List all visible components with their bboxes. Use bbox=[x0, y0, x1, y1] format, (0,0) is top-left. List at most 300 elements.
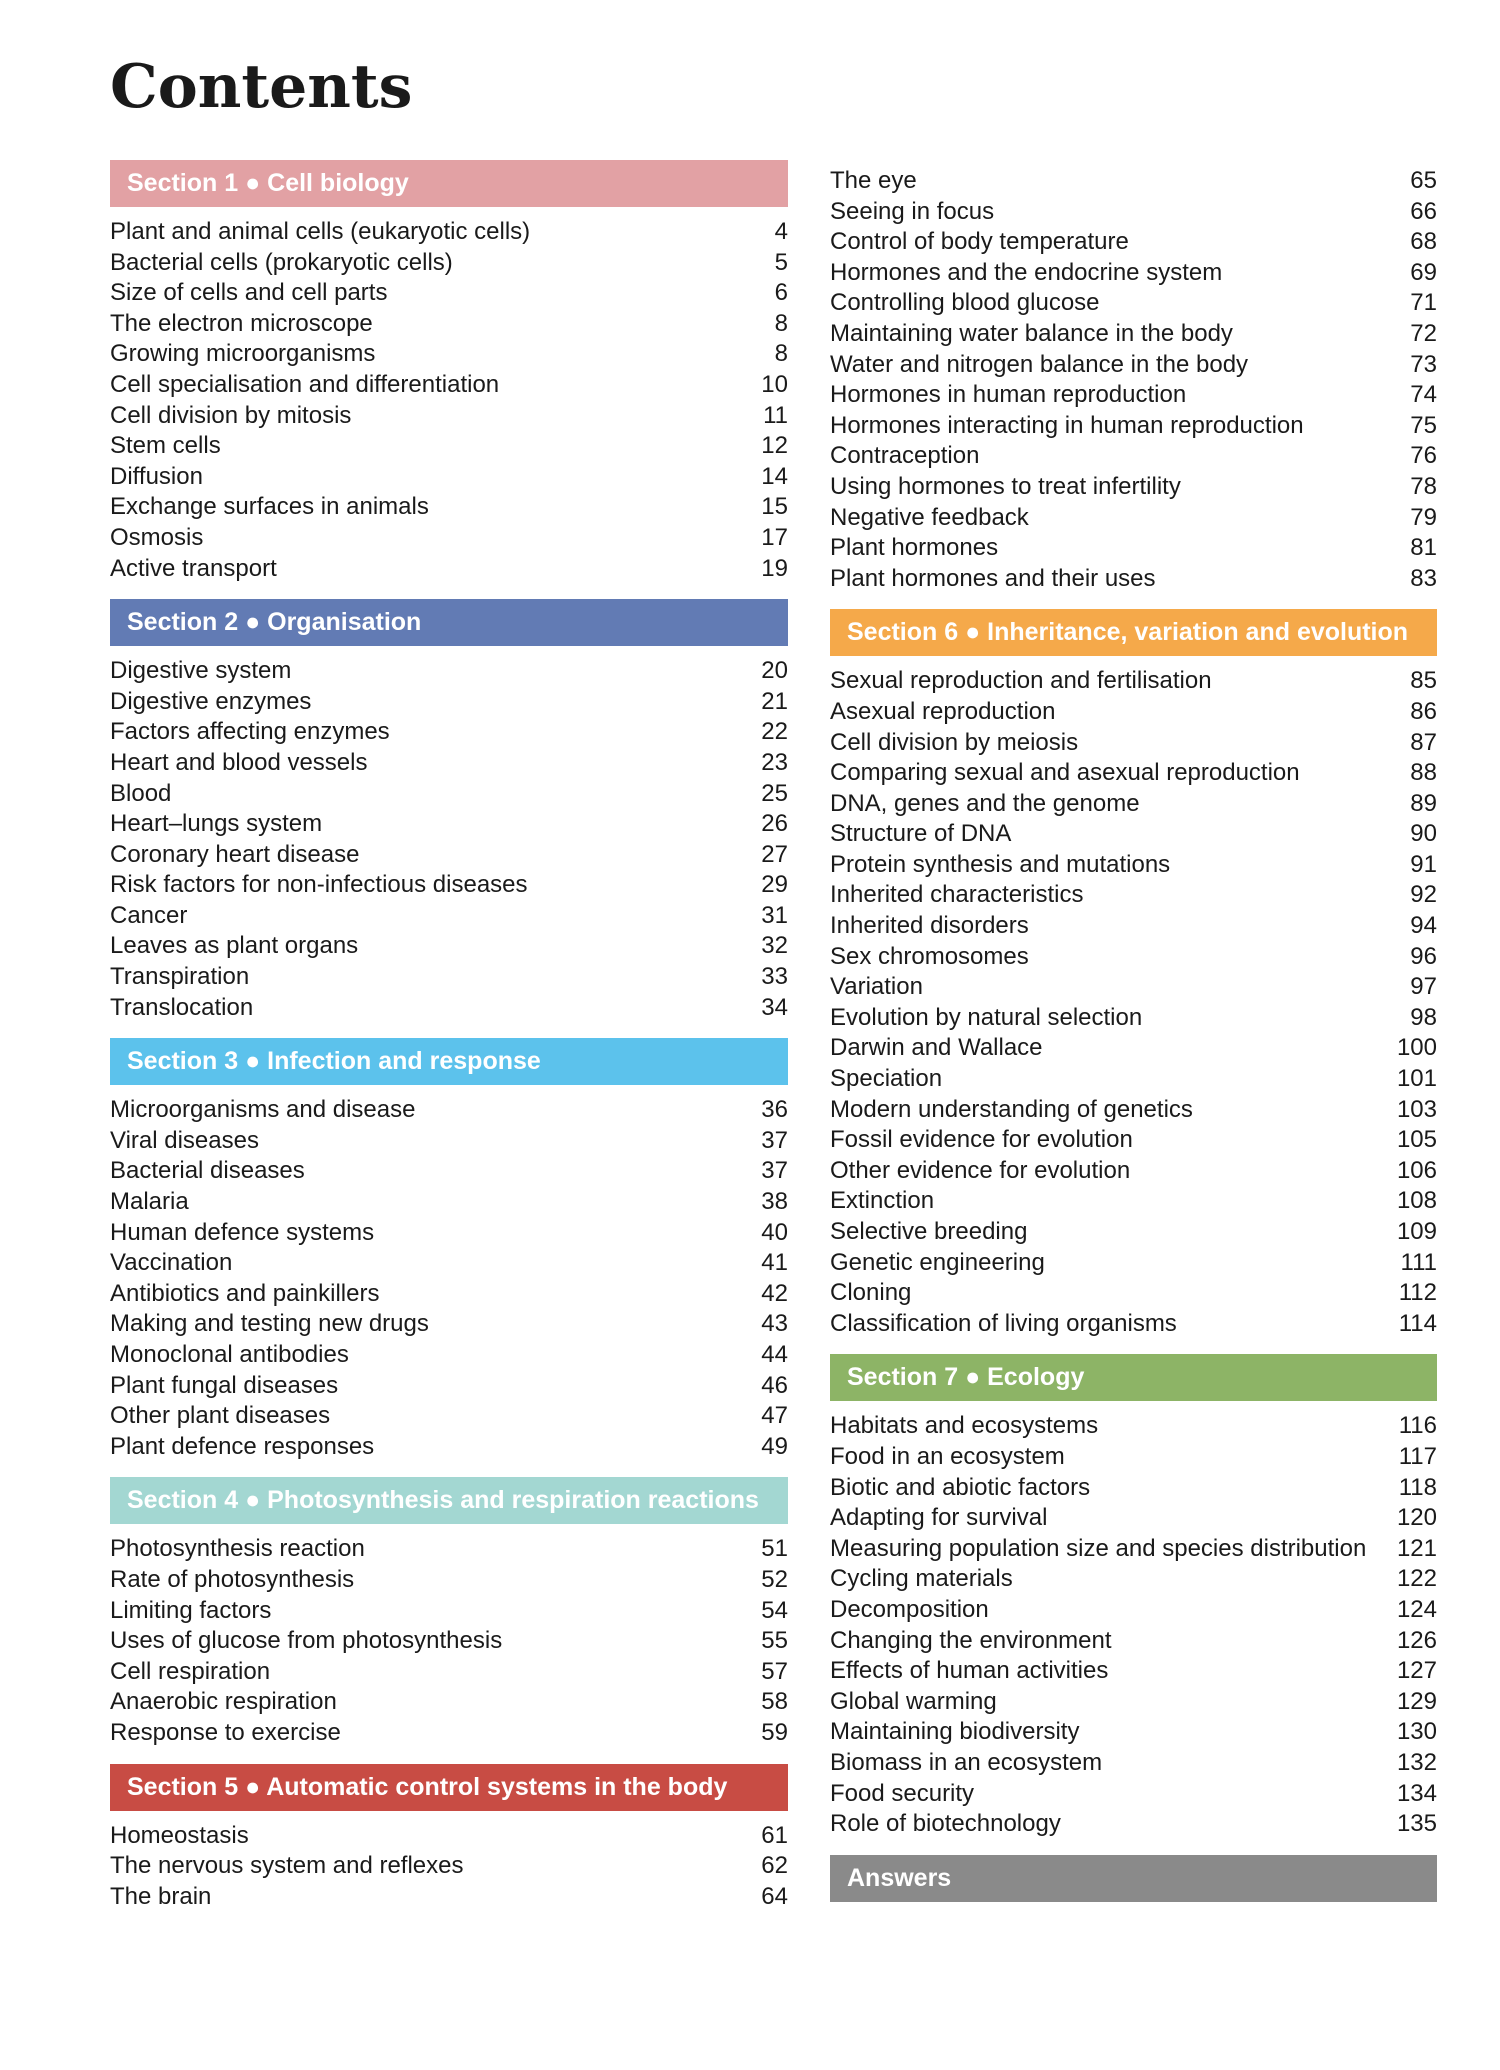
entry-page-number: 103 bbox=[1396, 1095, 1437, 1123]
entry-title: Transpiration bbox=[110, 963, 250, 991]
section-header-section-4-photosynthesis-and-respiration-reactions[interactable]: Section 4 ● Photosynthesis and respiration reactions bbox=[110, 1477, 788, 1524]
entry-page-number: 124 bbox=[1396, 1595, 1437, 1623]
toc-entry-measuring-population-size-and-species-distribution[interactable] bbox=[830, 1534, 1437, 1565]
entry-title: Plant hormones bbox=[830, 534, 999, 562]
entry-page-number: 6 bbox=[774, 279, 788, 307]
toc-entry-microorganisms-and-disease[interactable] bbox=[110, 1095, 788, 1126]
entry-list bbox=[110, 217, 788, 584]
toc-entry-uses-of-glucose-from-photosynthesis[interactable] bbox=[110, 1626, 788, 1657]
toc-entry-cell-respiration[interactable] bbox=[110, 1657, 788, 1688]
toc-entry-biotic-and-abiotic-factors[interactable] bbox=[830, 1473, 1437, 1504]
toc-entry-maintaining-water-balance-in-the-body[interactable] bbox=[830, 319, 1437, 350]
entry-page-number: 69 bbox=[1410, 258, 1437, 286]
entry-page-number: 118 bbox=[1398, 1473, 1437, 1501]
toc-entry-adapting-for-survival[interactable] bbox=[830, 1503, 1437, 1534]
entry-title: Blood bbox=[110, 779, 172, 807]
entry-title: Plant hormones and their uses bbox=[830, 564, 1156, 592]
entry-title: Bacterial diseases bbox=[110, 1157, 305, 1185]
entry-title: Biomass in an ecosystem bbox=[830, 1748, 1103, 1776]
toc-entry-the-brain[interactable] bbox=[110, 1882, 788, 1913]
toc-entry-transpiration[interactable] bbox=[110, 962, 788, 993]
toc-entry-making-and-testing-new-drugs[interactable] bbox=[110, 1309, 788, 1340]
entry-page-number: 72 bbox=[1410, 319, 1437, 347]
entry-page-number: 109 bbox=[1396, 1218, 1437, 1245]
entry-page-number: 40 bbox=[761, 1218, 788, 1246]
entry-page-number: 74 bbox=[1410, 381, 1437, 409]
entry-page-number: 34 bbox=[761, 993, 788, 1021]
toc-entry-plant-fungal-diseases[interactable] bbox=[110, 1371, 788, 1402]
entry-title: Response to exercise bbox=[110, 1718, 341, 1746]
entry-page-number: 135 bbox=[1396, 1810, 1437, 1838]
entry-title: Monoclonal antibodies bbox=[110, 1341, 349, 1368]
entry-title: Comparing sexual and asexual reproduction bbox=[830, 759, 1300, 787]
toc-entry-extinction[interactable] bbox=[830, 1186, 1437, 1217]
entry-page-number: 100 bbox=[1396, 1034, 1437, 1062]
entry-title: Darwin and Wallace bbox=[830, 1034, 1043, 1062]
entry-page-number: 134 bbox=[1396, 1779, 1437, 1807]
entry-title: Protein synthesis and mutations bbox=[830, 850, 1171, 878]
entry-title: Modern understanding of genetics bbox=[830, 1095, 1193, 1123]
entry-title: Anaerobic respiration bbox=[110, 1688, 337, 1716]
toc-entry-maintaining-biodiversity[interactable] bbox=[830, 1717, 1437, 1748]
toc-entry-exchange-surfaces-in-animals[interactable] bbox=[110, 492, 788, 523]
toc-entry-sexual-reproduction-and-fertilisation[interactable] bbox=[830, 666, 1437, 697]
toc-entry-bacterial-diseases[interactable] bbox=[110, 1156, 788, 1187]
entry-title: Cell division by mitosis bbox=[110, 401, 352, 429]
entry-title: Controlling blood glucose bbox=[830, 289, 1100, 317]
entry-title: Decomposition bbox=[830, 1595, 989, 1623]
entry-page-number: 71 bbox=[1410, 289, 1437, 317]
entry-page-number: 64 bbox=[761, 1882, 788, 1910]
toc-entry-contraception[interactable] bbox=[830, 441, 1437, 472]
toc-entry-limiting-factors[interactable] bbox=[110, 1596, 788, 1627]
entry-page-number: 27 bbox=[761, 840, 788, 868]
entry-title: The electron microscope bbox=[110, 309, 373, 337]
toc-entry-the-eye[interactable] bbox=[830, 166, 1437, 197]
entry-page-number: 105 bbox=[1396, 1126, 1437, 1154]
toc-entry-habitats-and-ecosystems[interactable] bbox=[830, 1411, 1437, 1442]
toc-entry-digestive-system[interactable] bbox=[110, 656, 788, 687]
toc-entry-heart-and-blood-vessels[interactable] bbox=[110, 748, 788, 779]
toc-entry-malaria[interactable] bbox=[110, 1187, 788, 1218]
entry-page-number: 36 bbox=[761, 1096, 788, 1124]
toc-entry-photosynthesis-reaction[interactable] bbox=[110, 1534, 788, 1565]
entry-title: Vaccination bbox=[110, 1249, 233, 1277]
toc-entry-variation[interactable] bbox=[830, 972, 1437, 1003]
entry-page-number: 37 bbox=[761, 1126, 788, 1154]
entry-title: Other evidence for evolution bbox=[830, 1156, 1131, 1184]
section-header-section-2-organisation[interactable]: Section 2 ● Organisation bbox=[110, 599, 788, 646]
toc-entry-monoclonal-antibodies[interactable] bbox=[110, 1340, 788, 1371]
entry-page-number: 21 bbox=[761, 687, 788, 715]
entry-page-number: 52 bbox=[761, 1565, 788, 1593]
entry-page-number: 20 bbox=[761, 657, 788, 685]
entry-title: Photosynthesis reaction bbox=[110, 1535, 365, 1563]
toc-entry-heart-lungs-system[interactable] bbox=[110, 809, 788, 840]
toc-entry-factors-affecting-enzymes[interactable] bbox=[110, 717, 788, 748]
toc-entry-modern-understanding-of-genetics[interactable] bbox=[830, 1095, 1437, 1126]
entry-page-number: 59 bbox=[761, 1718, 788, 1746]
entry-title: Maintaining biodiversity bbox=[830, 1718, 1080, 1746]
toc-entry-biomass-in-an-ecosystem[interactable] bbox=[830, 1748, 1437, 1779]
entry-title: Maintaining water balance in the body bbox=[830, 319, 1233, 347]
toc-entry-protein-synthesis-and-mutations[interactable] bbox=[830, 850, 1437, 881]
toc-entry-antibiotics-and-painkillers[interactable] bbox=[110, 1279, 788, 1310]
toc-entry-translocation[interactable] bbox=[110, 993, 788, 1024]
toc-entry-cycling-materials[interactable] bbox=[830, 1564, 1437, 1595]
toc-entry-control-of-body-temperature[interactable] bbox=[830, 227, 1437, 258]
entry-page-number: 43 bbox=[761, 1310, 788, 1338]
entry-page-number: 5 bbox=[774, 248, 788, 276]
section-header-section-6-inheritance-variation-and-evolution[interactable]: Section 6 ● Inheritance, variation and evolution bbox=[830, 609, 1437, 656]
entry-title: Using hormones to treat infertility bbox=[830, 472, 1181, 500]
toc-entry-using-hormones-to-treat-infertility[interactable] bbox=[830, 472, 1437, 503]
entry-page-number: 26 bbox=[761, 810, 788, 838]
entry-page-number: 94 bbox=[1410, 912, 1437, 940]
entry-title: Stem cells bbox=[110, 432, 221, 460]
entry-page-number: 112 bbox=[1398, 1279, 1437, 1307]
entry-title: Digestive enzymes bbox=[110, 687, 312, 715]
entry-title: Hormones interacting in human reproduction bbox=[830, 411, 1304, 439]
entry-title: Microorganisms and disease bbox=[110, 1096, 416, 1124]
toc-entry-global-warming[interactable] bbox=[830, 1687, 1437, 1718]
toc-entry-role-of-biotechnology[interactable] bbox=[830, 1809, 1437, 1840]
toc-entry-cloning[interactable] bbox=[830, 1278, 1437, 1309]
entry-list bbox=[110, 1821, 788, 1913]
toc-entry-negative-feedback[interactable] bbox=[830, 503, 1437, 534]
entry-page-number: 121 bbox=[1396, 1534, 1437, 1562]
entry-page-number: 17 bbox=[761, 523, 788, 551]
entry-page-number: 41 bbox=[761, 1249, 788, 1277]
toc-entry-hormones-in-human-reproduction[interactable] bbox=[830, 380, 1437, 411]
entry-page-number: 8 bbox=[774, 340, 788, 368]
entry-title: Food security bbox=[830, 1779, 975, 1807]
toc-entry-homeostasis[interactable] bbox=[110, 1821, 788, 1852]
entry-title: Plant fungal diseases bbox=[110, 1371, 339, 1399]
entry-title: Changing the environment bbox=[830, 1626, 1112, 1654]
entry-page-number: 12 bbox=[761, 432, 788, 460]
entry-title: Cell specialisation and differentiation bbox=[110, 370, 500, 398]
toc-entry-coronary-heart-disease[interactable] bbox=[110, 840, 788, 871]
toc-entry-leaves-as-plant-organs[interactable] bbox=[110, 931, 788, 962]
entry-title: Sexual reproduction and fertilisation bbox=[830, 667, 1212, 695]
entry-title: Homeostasis bbox=[110, 1821, 249, 1849]
entry-title: Antibiotics and painkillers bbox=[110, 1279, 380, 1307]
toc-entry-inherited-characteristics[interactable] bbox=[830, 880, 1437, 911]
entry-page-number: 31 bbox=[761, 901, 788, 929]
toc-entry-effects-of-human-activities[interactable] bbox=[830, 1656, 1437, 1687]
toc-entry-vaccination[interactable] bbox=[110, 1248, 788, 1279]
toc-entry-stem-cells[interactable] bbox=[110, 431, 788, 462]
toc-entry-digestive-enzymes[interactable] bbox=[110, 687, 788, 718]
toc-entry-anaerobic-respiration[interactable] bbox=[110, 1687, 788, 1718]
toc-entry-risk-factors-for-non-infectious-diseases[interactable] bbox=[110, 870, 788, 901]
entry-page-number: 85 bbox=[1410, 667, 1437, 695]
entry-title: Hormones in human reproduction bbox=[830, 381, 1187, 409]
toc-entry-asexual-reproduction[interactable] bbox=[830, 697, 1437, 728]
toc-entry-plant-and-animal-cells-eukaryotic-cells[interactable] bbox=[110, 217, 788, 248]
entry-title: Plant defence responses bbox=[110, 1432, 375, 1460]
entry-title: Inherited characteristics bbox=[830, 881, 1084, 909]
entry-page-number: 101 bbox=[1396, 1065, 1437, 1093]
entry-title: Translocation bbox=[110, 993, 254, 1021]
entry-page-number: 78 bbox=[1410, 472, 1437, 500]
entry-page-number: 57 bbox=[761, 1657, 788, 1685]
entry-page-number: 37 bbox=[761, 1157, 788, 1185]
toc-entry-size-of-cells-and-cell-parts[interactable] bbox=[110, 278, 788, 309]
entry-page-number: 122 bbox=[1396, 1565, 1437, 1593]
entry-title: Heart–lungs system bbox=[110, 810, 323, 838]
entry-page-number: 51 bbox=[761, 1535, 788, 1563]
entry-title: Cell respiration bbox=[110, 1657, 271, 1685]
section-header-section-3-infection-and-response[interactable]: Section 3 ● Infection and response bbox=[110, 1038, 788, 1085]
entry-title: Limiting factors bbox=[110, 1596, 272, 1624]
entry-title: The nervous system and reflexes bbox=[110, 1852, 464, 1880]
entry-title: Cloning bbox=[830, 1279, 912, 1307]
toc-entry-food-in-an-ecosystem[interactable] bbox=[830, 1442, 1437, 1473]
entry-list bbox=[830, 166, 1437, 594]
entry-title: Digestive system bbox=[110, 657, 292, 685]
toc-entry-dna-genes-and-the-genome[interactable] bbox=[830, 789, 1437, 820]
entry-page-number: 111 bbox=[1400, 1248, 1437, 1276]
entry-page-number: 62 bbox=[761, 1852, 788, 1880]
toc-entry-the-electron-microscope[interactable] bbox=[110, 309, 788, 340]
entry-page-number: 42 bbox=[761, 1279, 788, 1307]
entry-title: Inherited disorders bbox=[830, 912, 1029, 940]
entry-title: Evolution by natural selection bbox=[830, 1003, 1143, 1031]
entry-page-number: 108 bbox=[1396, 1187, 1437, 1215]
entry-title: Contraception bbox=[830, 442, 980, 470]
toc-entry-hormones-and-the-endocrine-system[interactable] bbox=[830, 258, 1437, 289]
entry-title: Cancer bbox=[110, 901, 188, 929]
toc-entry-viral-diseases[interactable] bbox=[110, 1126, 788, 1157]
entry-title: Heart and blood vessels bbox=[110, 748, 368, 776]
toc-entry-seeing-in-focus[interactable] bbox=[830, 197, 1437, 228]
toc-entry-fossil-evidence-for-evolution[interactable] bbox=[830, 1125, 1437, 1156]
entry-page-number: 25 bbox=[761, 779, 788, 807]
entry-page-number: 132 bbox=[1396, 1748, 1437, 1776]
entry-title: Factors affecting enzymes bbox=[110, 718, 390, 746]
entry-title: Malaria bbox=[110, 1188, 189, 1216]
entry-list bbox=[110, 656, 788, 1023]
entry-page-number: 4 bbox=[774, 218, 788, 245]
entry-page-number: 29 bbox=[761, 871, 788, 899]
entry-title: Osmosis bbox=[110, 523, 204, 551]
toc-entry-cell-specialisation-and-differentiation[interactable] bbox=[110, 370, 788, 401]
entry-page-number: 126 bbox=[1396, 1626, 1437, 1654]
entry-page-number: 10 bbox=[761, 370, 788, 398]
entry-title: Role of biotechnology bbox=[830, 1810, 1061, 1838]
toc-entry-diffusion[interactable] bbox=[110, 462, 788, 493]
entry-page-number: 89 bbox=[1410, 789, 1437, 817]
toc-entry-water-and-nitrogen-balance-in-the-body[interactable] bbox=[830, 350, 1437, 381]
entry-page-number: 87 bbox=[1410, 728, 1437, 756]
entry-title: Structure of DNA bbox=[830, 820, 1012, 848]
entry-page-number: 83 bbox=[1410, 564, 1437, 592]
entry-page-number: 92 bbox=[1410, 881, 1437, 909]
entry-title: Growing microorganisms bbox=[110, 340, 376, 368]
page-title: Contents bbox=[110, 52, 413, 122]
entry-title: DNA, genes and the genome bbox=[830, 789, 1140, 817]
entry-title: Coronary heart disease bbox=[110, 840, 360, 868]
entry-page-number: 90 bbox=[1410, 820, 1437, 848]
entry-title: Uses of glucose from photosynthesis bbox=[110, 1627, 503, 1655]
entry-title: Selective breeding bbox=[830, 1218, 1028, 1245]
entry-title: Asexual reproduction bbox=[830, 697, 1056, 725]
section-header-answers[interactable]: Answers bbox=[830, 1855, 1437, 1902]
toc-entry-the-nervous-system-and-reflexes[interactable] bbox=[110, 1851, 788, 1882]
entry-title: Viral diseases bbox=[110, 1126, 259, 1154]
entry-list bbox=[110, 1095, 788, 1462]
entry-page-number: 68 bbox=[1410, 228, 1437, 256]
toc-entry-cancer[interactable] bbox=[110, 901, 788, 932]
toc-entry-sex-chromosomes[interactable] bbox=[830, 942, 1437, 973]
entry-title: Sex chromosomes bbox=[830, 942, 1029, 970]
toc-entry-cell-division-by-mitosis[interactable] bbox=[110, 401, 788, 432]
toc-entry-response-to-exercise[interactable] bbox=[110, 1718, 788, 1749]
entry-page-number: 46 bbox=[761, 1371, 788, 1399]
entry-title: Negative feedback bbox=[830, 503, 1029, 531]
entry-list bbox=[110, 1534, 788, 1748]
toc-entry-bacterial-cells-prokaryotic-cells[interactable] bbox=[110, 248, 788, 279]
entry-page-number: 19 bbox=[761, 554, 788, 582]
entry-page-number: 116 bbox=[1398, 1412, 1437, 1440]
toc-entry-other-plant-diseases[interactable] bbox=[110, 1401, 788, 1432]
toc-entry-decomposition[interactable] bbox=[830, 1595, 1437, 1626]
toc-entry-structure-of-dna[interactable] bbox=[830, 819, 1437, 850]
section-header-section-5-automatic-control-systems-in-the-body[interactable]: Section 5 ● Automatic control systems in the body bbox=[110, 1764, 788, 1811]
entry-title: Genetic engineering bbox=[830, 1248, 1045, 1276]
entry-page-number: 32 bbox=[761, 932, 788, 960]
entry-page-number: 88 bbox=[1410, 759, 1437, 787]
entry-title: Speciation bbox=[830, 1065, 943, 1093]
entry-page-number: 86 bbox=[1410, 697, 1437, 725]
entry-title: Classification of living organisms bbox=[830, 1309, 1177, 1337]
toc-entry-comparing-sexual-and-asexual-reproduction[interactable] bbox=[830, 758, 1437, 789]
entry-page-number: 55 bbox=[761, 1627, 788, 1655]
entry-list bbox=[830, 666, 1437, 1339]
entry-page-number: 73 bbox=[1410, 350, 1437, 378]
contents-right-column bbox=[830, 160, 1437, 1902]
entry-title: Rate of photosynthesis bbox=[110, 1565, 355, 1593]
entry-page-number: 75 bbox=[1410, 411, 1437, 439]
toc-entry-genetic-engineering[interactable] bbox=[830, 1248, 1437, 1279]
entry-page-number: 106 bbox=[1396, 1156, 1437, 1184]
entry-title: Diffusion bbox=[110, 462, 203, 490]
entry-page-number: 76 bbox=[1410, 442, 1437, 470]
toc-entry-food-security[interactable] bbox=[830, 1779, 1437, 1810]
entry-page-number: 114 bbox=[1398, 1309, 1437, 1337]
entry-title: Plant and animal cells (eukaryotic cells) bbox=[110, 218, 531, 245]
section-header-section-1-cell-biology[interactable]: Section 1 ● Cell biology bbox=[110, 160, 788, 207]
entry-page-number: 120 bbox=[1396, 1504, 1437, 1532]
entry-title: Risk factors for non-infectious diseases bbox=[110, 871, 528, 899]
toc-entry-plant-defence-responses[interactable] bbox=[110, 1432, 788, 1463]
entry-page-number: 129 bbox=[1396, 1687, 1437, 1715]
toc-entry-hormones-interacting-in-human-reproduction[interactable] bbox=[830, 411, 1437, 442]
entry-title: Leaves as plant organs bbox=[110, 932, 359, 960]
entry-title: Cell division by meiosis bbox=[830, 728, 1079, 756]
entry-title: Food in an ecosystem bbox=[830, 1442, 1065, 1470]
entry-page-number: 96 bbox=[1410, 942, 1437, 970]
entry-page-number: 11 bbox=[763, 401, 788, 429]
toc-entry-inherited-disorders[interactable] bbox=[830, 911, 1437, 942]
toc-entry-osmosis[interactable] bbox=[110, 523, 788, 554]
toc-entry-speciation[interactable] bbox=[830, 1064, 1437, 1095]
entry-page-number: 127 bbox=[1396, 1657, 1437, 1685]
entry-page-number: 33 bbox=[761, 963, 788, 991]
entry-title: Exchange surfaces in animals bbox=[110, 493, 429, 521]
entry-title: Making and testing new drugs bbox=[110, 1310, 429, 1338]
toc-entry-plant-hormones-and-their-uses[interactable] bbox=[830, 564, 1437, 595]
entry-page-number: 81 bbox=[1410, 534, 1437, 562]
entry-title: Seeing in focus bbox=[830, 197, 995, 225]
toc-entry-classification-of-living-organisms[interactable] bbox=[830, 1309, 1437, 1340]
toc-entry-blood[interactable] bbox=[110, 779, 788, 810]
entry-title: Habitats and ecosystems bbox=[830, 1412, 1099, 1440]
entry-title: Biotic and abiotic factors bbox=[830, 1473, 1091, 1501]
toc-entry-human-defence-systems[interactable] bbox=[110, 1218, 788, 1249]
entry-page-number: 61 bbox=[761, 1821, 788, 1849]
entry-title: Measuring population size and species distribution bbox=[830, 1534, 1367, 1562]
entry-title: Cycling materials bbox=[830, 1565, 1013, 1593]
entry-title: The eye bbox=[830, 167, 917, 194]
toc-entry-darwin-and-wallace[interactable] bbox=[830, 1033, 1437, 1064]
contents-left-column bbox=[110, 160, 788, 1912]
toc-entry-active-transport[interactable] bbox=[110, 554, 788, 585]
entry-title: Fossil evidence for evolution bbox=[830, 1126, 1133, 1154]
entry-title: Water and nitrogen balance in the body bbox=[830, 350, 1249, 378]
entry-page-number: 54 bbox=[761, 1596, 788, 1624]
entry-title: The brain bbox=[110, 1882, 212, 1910]
entry-list bbox=[830, 1411, 1437, 1839]
entry-page-number: 44 bbox=[761, 1341, 788, 1368]
section-header-section-7-ecology[interactable]: Section 7 ● Ecology bbox=[830, 1354, 1437, 1401]
entry-page-number: 79 bbox=[1410, 503, 1437, 531]
toc-entry-rate-of-photosynthesis[interactable] bbox=[110, 1565, 788, 1596]
toc-entry-other-evidence-for-evolution[interactable] bbox=[830, 1156, 1437, 1187]
toc-entry-controlling-blood-glucose[interactable] bbox=[830, 288, 1437, 319]
entry-title: Active transport bbox=[110, 554, 277, 582]
toc-entry-changing-the-environment[interactable] bbox=[830, 1626, 1437, 1657]
entry-page-number: 38 bbox=[761, 1188, 788, 1216]
toc-entry-plant-hormones[interactable] bbox=[830, 533, 1437, 564]
entry-page-number: 47 bbox=[761, 1402, 788, 1430]
entry-page-number: 23 bbox=[761, 748, 788, 776]
entry-page-number: 8 bbox=[774, 309, 788, 337]
entry-title: Adapting for survival bbox=[830, 1504, 1048, 1532]
toc-entry-evolution-by-natural-selection[interactable] bbox=[830, 1003, 1437, 1034]
entry-page-number: 49 bbox=[761, 1432, 788, 1460]
toc-entry-growing-microorganisms[interactable] bbox=[110, 339, 788, 370]
entry-page-number: 22 bbox=[761, 718, 788, 746]
entry-title: Global warming bbox=[830, 1687, 997, 1715]
toc-entry-cell-division-by-meiosis[interactable] bbox=[830, 728, 1437, 759]
entry-page-number: 14 bbox=[761, 462, 788, 490]
entry-page-number: 58 bbox=[761, 1688, 788, 1716]
entry-title: Control of body temperature bbox=[830, 228, 1129, 256]
entry-page-number: 130 bbox=[1396, 1718, 1437, 1746]
entry-title: Hormones and the endocrine system bbox=[830, 258, 1223, 286]
toc-entry-selective-breeding[interactable] bbox=[830, 1217, 1437, 1248]
entry-title: Size of cells and cell parts bbox=[110, 279, 388, 307]
entry-title: Extinction bbox=[830, 1187, 935, 1215]
entry-page-number: 97 bbox=[1410, 973, 1437, 1001]
entry-title: Variation bbox=[830, 973, 923, 1001]
entry-page-number: 65 bbox=[1410, 167, 1437, 194]
entry-title: Other plant diseases bbox=[110, 1402, 331, 1430]
entry-page-number: 98 bbox=[1410, 1003, 1437, 1031]
